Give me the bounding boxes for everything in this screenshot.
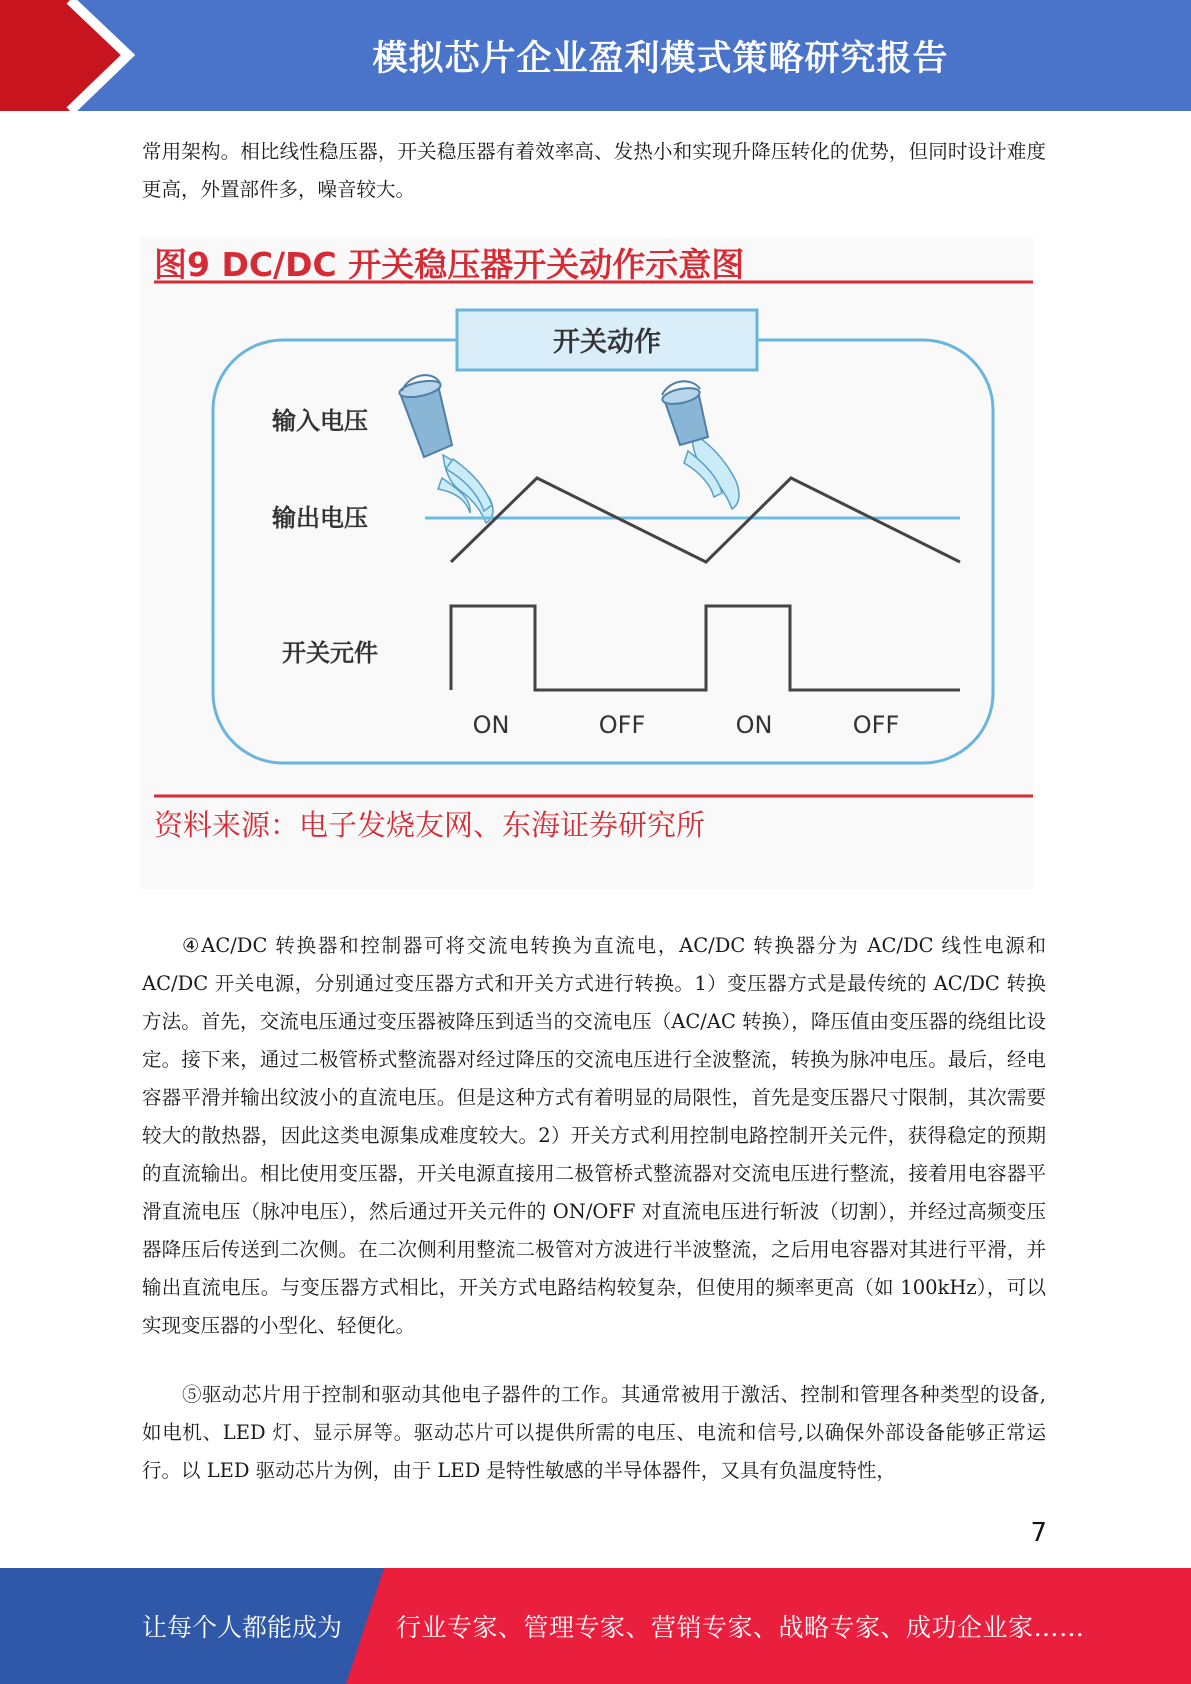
report-title: 模拟芯片企业盈利模式策略研究报告 [372, 38, 949, 79]
state-label: ON [735, 711, 773, 739]
footer-slogan-left: 让每个人都能成为 [142, 1613, 343, 1642]
switch-pulse-waveform [451, 606, 960, 690]
figure-source: 资料来源：电子发烧友网、东海证券研究所 [154, 808, 706, 842]
footer-banner [0, 1568, 1191, 1684]
header-arrow-decoration [0, 0, 170, 111]
state-label: OFF [598, 711, 646, 739]
header-banner [0, 0, 1191, 111]
switch-element-label: 开关元件 [282, 639, 378, 667]
switching-label: 开关动作 [553, 327, 661, 358]
figure-title: 图9 DC/DC 开关稳压器开关动作示意图 [154, 245, 745, 284]
input-voltage-label: 输入电压 [272, 407, 368, 435]
state-label: ON [472, 711, 510, 739]
body-paragraph: ④AC/DC 转换器和控制器可将交流电转换为直流电，AC/DC 转换器分为 AC/DC 线性电源和 AC/DC 开关电源，分别通过变压器方式和开关方式进行转换。1）变压器方式是最传统的 AC/DC 转换方法。首先，交流电压通过变压器被降压到适当的交流电压（AC/AC 转换），降压值由变压器的绕组比设定。接下来，通过二极管桥式整流器对经过降压的交流电压进行全波整流，转换为脉冲电压。最后，经电容器平滑并输出纹波小的直流电压。但是这种方式有着明显的局限性，首先是变压器尺寸限制，其次需要较大的散热器，因此这类电源集成难度较大。2）开关方式利用控制电路控制开关元件，获得稳定的预期的直流输出。相比使用变压器，开关电源直接用二极管桥式整流器对交流电压进行整流，接着用电容器平滑直流电压（脉冲电压），然后通过开关元件的 ON/OFF 对直流电压进行斩波（切割），并经过高频变压器降压后传送到二次侧。在二次侧利用整流二极管对方波进行半波整流，之后用电容器对其进行平滑，并输出直流电压。与变压器方式相比，开关方式电路结构较复杂，但使用的频率更高（如 100kHz），可以实现变压器的小型化、轻便化。 [142, 934, 1046, 1337]
switching-diagram [140, 237, 1033, 889]
output-voltage-label: 输出电压 [272, 504, 368, 532]
footer-slogan-right: 行业专家、管理专家、营销专家、战略专家、成功企业家…… [396, 1613, 1085, 1642]
page-number: 7 [1030, 1518, 1047, 1548]
body-paragraph: 常用架构。相比线性稳压器，开关稳压器有着效率高、发热小和实现升降压转化的优势，但同时设计难度更高，外置部件多，噪音较大。 [142, 140, 1046, 201]
bucket-icon [398, 375, 493, 523]
diagram-frame [213, 340, 993, 763]
bucket-icon [661, 381, 739, 509]
state-label: OFF [852, 711, 900, 739]
body-paragraph: ⑤驱动芯片用于控制和驱动其他电子器件的工作。其通常被用于激活、控制和管理各种类型的设备,如电机、LED 灯、显示屏等。驱动芯片可以提供所需的电压、电流和信号,以确保外部设备能够正常运行。以 LED 驱动芯片为例，由于 LED 是特性敏感的半导体器件，又具有负温度特性， [142, 1383, 1046, 1482]
figure-dcdc-switching [140, 237, 1033, 889]
output-ripple-waveform [451, 478, 960, 562]
